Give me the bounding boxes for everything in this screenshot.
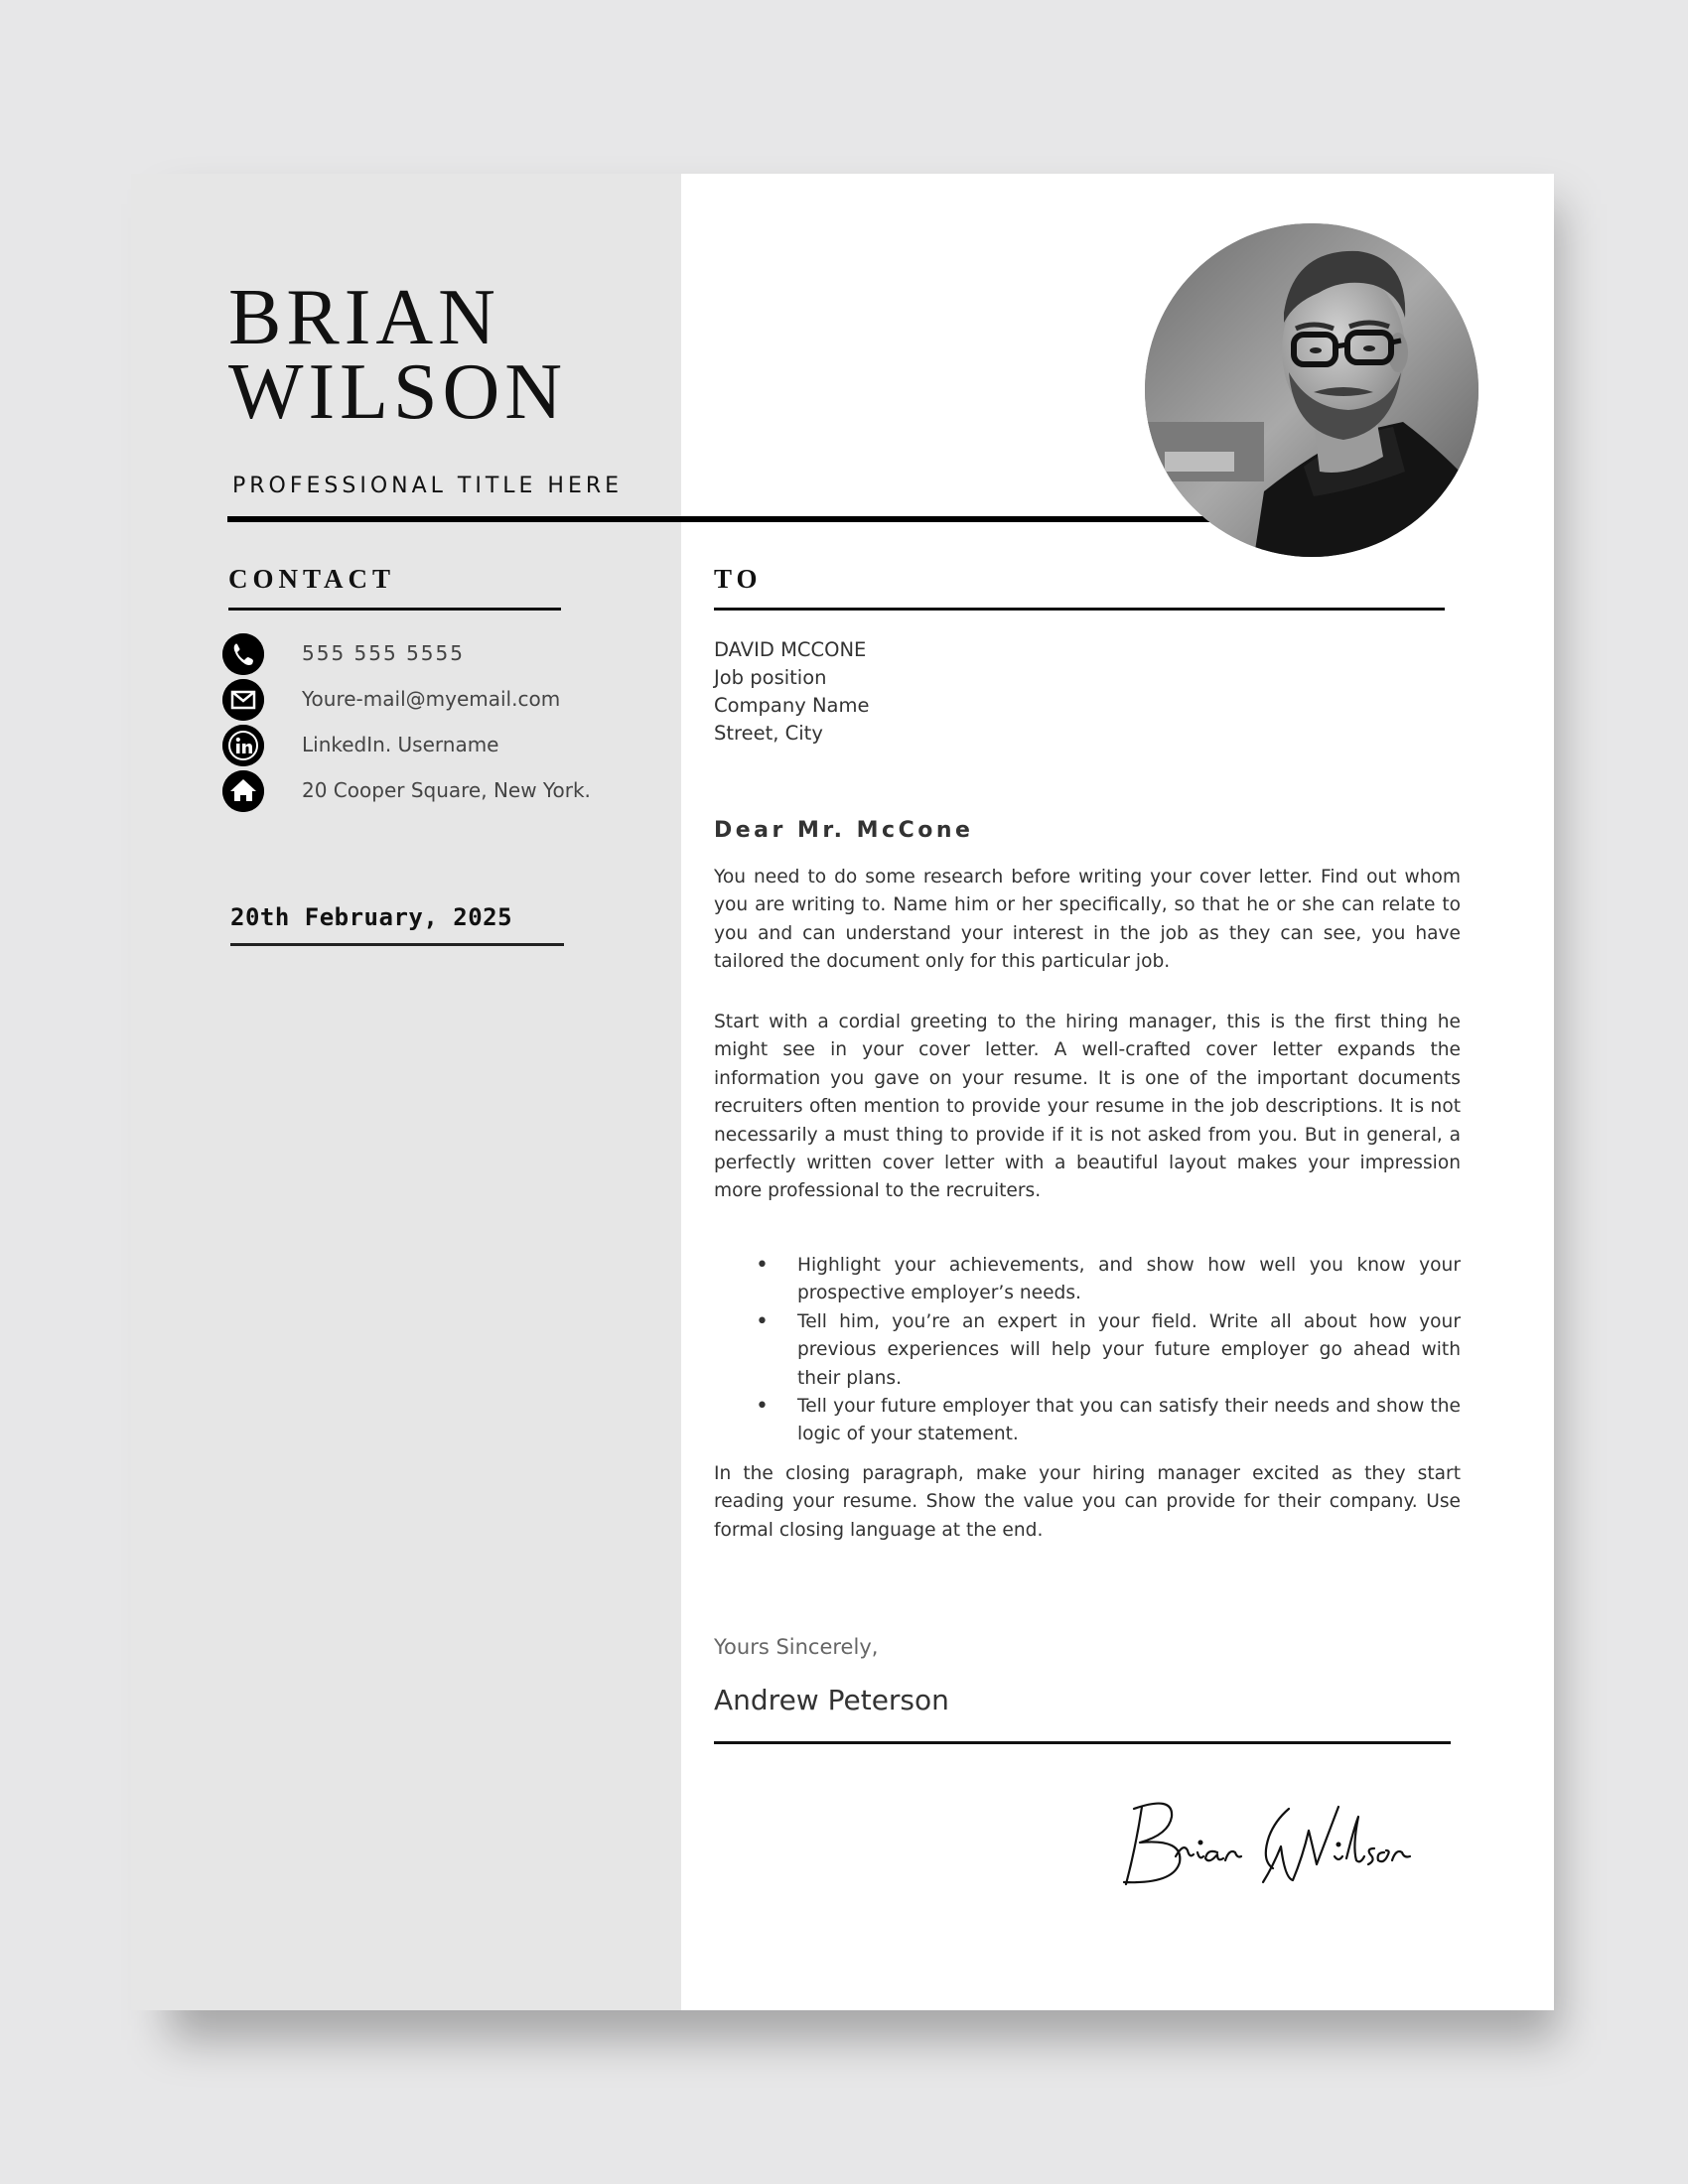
letter-paragraph: Start with a cordial greeting to the hiring manager, this is the first thing he might see in your cover letter. A well-crafted cover letter expands the information you gave on your resume. It is one of the important documents recruiters often mention to provide your resume in the job descriptions. It is not necessarily a must thing to provide if it is not asked from you. But in general, a perfectly written cover letter with a beautiful layout makes your impression more professional to the recruiters. [714, 1012, 1461, 1202]
recipient-company: Company Name [714, 694, 870, 717]
bullet-item: • Highlight your achievements, and show how well you know your prospective employer’s needs. [714, 1252, 1461, 1308]
contact-address [222, 770, 620, 812]
recipient-address: Street, City [714, 722, 823, 745]
date-divider [230, 943, 564, 946]
left-column [131, 174, 681, 2010]
to-heading: TO [714, 564, 763, 594]
contact-phone [222, 633, 620, 675]
letter-bullet-list [714, 1252, 1461, 1449]
contact-email-text: Youre-mail@myemail.com [302, 687, 561, 711]
letter-date: 20th February, 2025 [230, 903, 513, 931]
letter-paragraph: You need to do some research before writing your cover letter. Find out whom you are writing to. Name him or her specifically, so that he or she can relate to you and can understand your interest in the job as they can see, you have tailored the document only for this particular job. [714, 867, 1461, 973]
email-icon [222, 679, 264, 721]
closing-paragraph: In the closing paragraph, make your hiring manager excited as they start reading your resume. Show the value you can provide for their company. Use formal closing language at the end. [714, 1463, 1461, 1541]
bullet-item: • Tell your future employer that you can satisfy their needs and show the logic of your statement. [714, 1393, 1461, 1449]
home-icon [222, 770, 264, 812]
handwritten-signature [1114, 1787, 1472, 1906]
cover-letter-page [131, 174, 1554, 2010]
contact-heading: CONTACT [228, 564, 396, 594]
to-divider [714, 608, 1445, 611]
applicant-last-name: WILSON [228, 348, 568, 436]
contact-address-text: 20 Cooper Square, New York. [302, 778, 591, 802]
applicant-first-name: BRIAN [228, 274, 500, 361]
profile-photo [1145, 223, 1478, 557]
contact-divider [228, 608, 561, 611]
contact-phone-text: 555 555 5555 [302, 641, 465, 665]
recipient-block [714, 636, 870, 748]
sender-divider [714, 1741, 1451, 1744]
professional-title: PROFESSIONAL TITLE HERE [232, 474, 624, 498]
contact-linkedin [222, 725, 620, 766]
phone-icon [222, 633, 264, 675]
applicant-name [228, 274, 568, 436]
portrait-photo [1145, 223, 1478, 557]
bullet-item: • Tell him, you’re an expert in your field. Write all about how your previous experiences will help your future employer go ahead with their plans. [714, 1308, 1461, 1393]
title-divider [227, 516, 1250, 522]
closing-phrase: Yours Sincerely, [714, 1635, 879, 1659]
linkedin-icon [222, 725, 264, 766]
contact-email [222, 679, 620, 721]
recipient-name: DAVID MCCONE [714, 638, 867, 661]
sender-name: Andrew Peterson [714, 1684, 949, 1716]
salutation: Dear Mr. McCone [714, 818, 974, 843]
contact-linkedin-text: LinkedIn. Username [302, 733, 499, 756]
recipient-position: Job position [714, 666, 827, 689]
